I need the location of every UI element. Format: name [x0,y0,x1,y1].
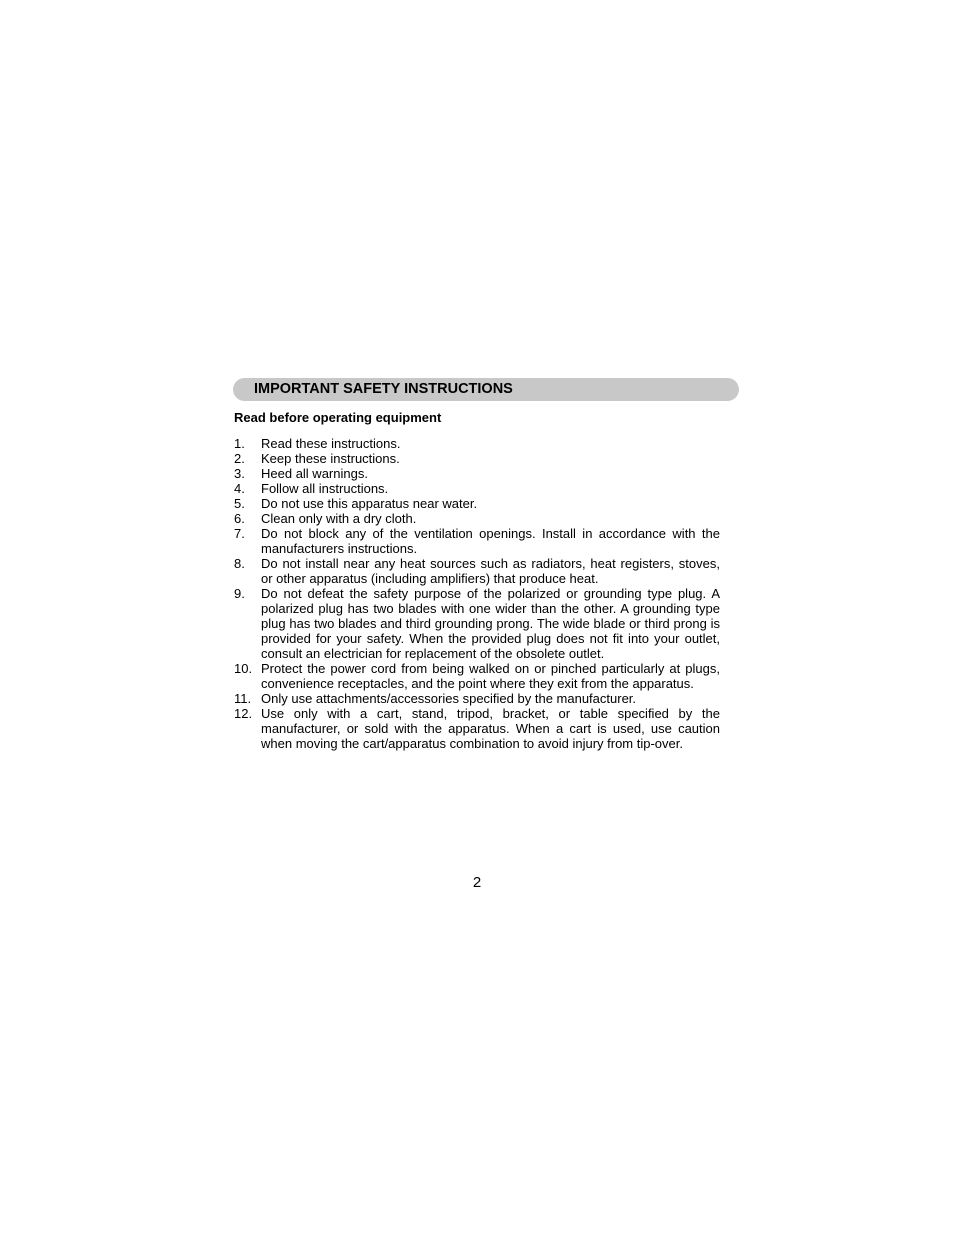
list-item-number: 9. [234,586,245,601]
list-item [234,511,720,526]
list-item-text: Read these instructions. [261,436,401,451]
list-item [234,436,720,451]
list-item-text: Follow all instructions. [261,481,389,496]
list-item-number: 12. [234,706,253,721]
list-item-text: Use only with a cart, stand, tripod, bracket, or table specified by the manufacturer, or sold with the apparatus. When a cart is used, use caution when moving the cart/apparatus combination to avoid injury from tip-over. [261,706,720,751]
list-item [234,451,720,466]
list-item-number: 3. [234,466,245,481]
list-item-text: Do not use this apparatus near water. [261,496,478,511]
list-item-text: Clean only with a dry cloth. [261,511,417,526]
list-item-number: 11. [234,691,252,706]
list-item [234,661,720,691]
subheading: Read before operating equipment [234,410,442,425]
list-item [234,526,720,556]
section-title: IMPORTANT SAFETY INSTRUCTIONS [254,381,513,397]
list-item [234,586,720,661]
list-item [234,496,720,511]
instruction-list [234,436,720,751]
list-item [234,706,720,751]
section-header-bar [233,378,739,401]
list-item [234,481,720,496]
list-item-text: Do not block any of the ventilation openings. Install in accordance with the manufacturers instructions. [261,526,720,556]
list-item-text: Protect the power cord from being walked on or pinched particularly at plugs, convenience receptacles, and the point where they exit from the apparatus. [261,661,720,691]
list-item-text: Do not defeat the safety purpose of the polarized or grounding type plug. A polarized plug has two blades with one wider than the other. A grounding type plug has two blades and third grounding prong. The wide blade or third prong is provided for your safety. When the provided plug does not fit into your outlet, consult an electrician for replacement of the obsolete outlet. [261,586,720,661]
list-item [234,556,720,586]
list-item-number: 10. [234,661,253,676]
list-item-number: 7. [234,526,245,541]
list-item-text: Heed all warnings. [261,466,368,481]
list-item-number: 1. [234,436,245,451]
list-item-number: 5. [234,496,245,511]
list-item [234,691,720,706]
list-item-text: Keep these instructions. [261,451,400,466]
list-item-number: 6. [234,511,245,526]
list-item-number: 4. [234,481,245,496]
list-item-text: Do not install near any heat sources such as radiators, heat registers, stoves, or other apparatus (including amplifiers) that produce heat. [261,556,720,586]
list-item-number: 2. [234,451,245,466]
list-item-number: 8. [234,556,245,571]
list-item [234,466,720,481]
page-number: 2 [472,874,482,891]
list-item-text: Only use attachments/accessories specified by the manufacturer. [261,691,637,706]
